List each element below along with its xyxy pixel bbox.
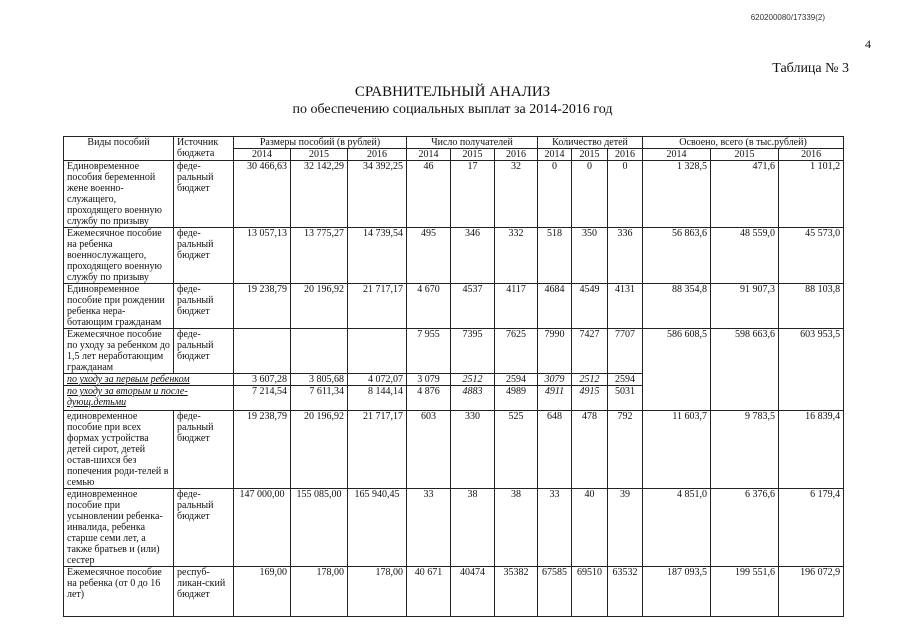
budget-source: феде-ральный бюджет [174, 284, 234, 329]
children-count: 4911 [538, 386, 572, 411]
recipients-count: 4117 [495, 284, 538, 329]
benefit-size: 7 214,54 [234, 386, 291, 411]
recipients-count: 32 [495, 161, 538, 228]
children-count: 2512 [572, 374, 608, 386]
spent-amount: 471,6 [711, 161, 779, 228]
spent-amount: 16 839,4 [779, 411, 844, 489]
table-row [64, 411, 844, 489]
table-row [64, 161, 844, 228]
recipients-count: 4 670 [407, 284, 451, 329]
benefit-size: 7 611,34 [291, 386, 348, 411]
year-header: 2014 [234, 149, 291, 161]
children-count: 3079 [538, 374, 572, 386]
children-count: 67585 [538, 567, 572, 617]
document-code: 620200080/17339(2) [750, 13, 825, 22]
children-count: 478 [572, 411, 608, 489]
children-count: 4549 [572, 284, 608, 329]
year-header: 2015 [291, 149, 348, 161]
year-header: 2016 [779, 149, 844, 161]
recipients-count: 17 [451, 161, 495, 228]
spent-amount: 586 608,5 [643, 329, 711, 411]
year-header: 2014 [407, 149, 451, 161]
children-count: 40 [572, 489, 608, 567]
benefit-size [291, 329, 348, 374]
children-count: 4684 [538, 284, 572, 329]
recipients-count: 4883 [451, 386, 495, 411]
benefit-size: 147 000,00 [234, 489, 291, 567]
benefit-size: 19 238,79 [234, 284, 291, 329]
header-kind: Виды пособий [64, 137, 174, 161]
page-number: 4 [865, 37, 871, 51]
recipients-count: 7 955 [407, 329, 451, 374]
children-count: 7427 [572, 329, 608, 374]
benefit-name: Единовременное пособие при рождении ребенка нера-ботающим гражданам [64, 284, 174, 329]
children-count: 0 [608, 161, 643, 228]
year-header: 2016 [348, 149, 407, 161]
header-spent: Освоено, всего (в тыс.рублей) [643, 137, 844, 149]
year-header: 2014 [643, 149, 711, 161]
table-row [64, 228, 844, 284]
benefit-size: 34 392,25 [348, 161, 407, 228]
table-row [64, 489, 844, 567]
benefit-size: 8 144,14 [348, 386, 407, 411]
recipients-count: 2512 [451, 374, 495, 386]
spent-amount: 1 328,5 [643, 161, 711, 228]
recipients-count: 346 [451, 228, 495, 284]
subrow-name: по уходу за первым ребенком [64, 374, 234, 386]
spent-amount: 48 559,0 [711, 228, 779, 284]
page-subtitle: по обеспечению социальных выплат за 2014-2016 год [292, 102, 613, 117]
benefit-name: Ежемесячное пособие на ребенка военнослужащего, проходящего военную службу по призыву [64, 228, 174, 284]
spent-amount: 4 851,0 [643, 489, 711, 567]
budget-source: респуб-ликан-ский бюджет [174, 567, 234, 617]
spent-amount: 6 376,6 [711, 489, 779, 567]
benefit-size: 30 466,63 [234, 161, 291, 228]
children-count: 39 [608, 489, 643, 567]
children-count: 4131 [608, 284, 643, 329]
header-recipients: Число получателей [407, 137, 538, 149]
table-label: Таблица № 3 [772, 61, 849, 76]
benefit-size: 178,00 [291, 567, 348, 617]
benefit-name: единовременное пособие при усыновлении ребенка-инвалида, ребенка старше семи лет, а также братьев и (или) сестер [64, 489, 174, 567]
year-header: 2015 [572, 149, 608, 161]
table-row [64, 329, 844, 374]
spent-amount: 91 907,3 [711, 284, 779, 329]
benefit-name: единовременное пособие при всех формах устройства детей сирот, детей остав-шихся без попечения роди-телей в семью [64, 411, 174, 489]
recipients-count: 4537 [451, 284, 495, 329]
spent-amount: 603 953,5 [779, 329, 844, 411]
recipients-count: 7395 [451, 329, 495, 374]
children-count: 350 [572, 228, 608, 284]
recipients-count: 7625 [495, 329, 538, 374]
recipients-count: 3 079 [407, 374, 451, 386]
budget-source: феде-ральный бюджет [174, 411, 234, 489]
benefit-size: 14 739,54 [348, 228, 407, 284]
budget-source: феде-ральный бюджет [174, 329, 234, 374]
spent-amount: 6 179,4 [779, 489, 844, 567]
recipients-count: 332 [495, 228, 538, 284]
recipients-count: 525 [495, 411, 538, 489]
benefit-size: 20 196,92 [291, 284, 348, 329]
children-count: 648 [538, 411, 572, 489]
recipients-count: 40474 [451, 567, 495, 617]
budget-source: феде-ральный бюджет [174, 161, 234, 228]
benefit-size: 32 142,29 [291, 161, 348, 228]
benefit-size: 178,00 [348, 567, 407, 617]
benefit-size: 21 717,17 [348, 284, 407, 329]
children-count: 7990 [538, 329, 572, 374]
spent-amount: 598 663,6 [711, 329, 779, 411]
benefit-size: 19 238,79 [234, 411, 291, 489]
page-title: СРАВНИТЕЛЬНЫЙ АНАЛИЗ [354, 84, 551, 100]
header-children: Количество детей [538, 137, 643, 149]
recipients-count: 495 [407, 228, 451, 284]
benefit-size [348, 329, 407, 374]
recipients-count: 46 [407, 161, 451, 228]
spent-amount: 56 863,6 [643, 228, 711, 284]
children-count: 4915 [572, 386, 608, 411]
subrow-name: по уходу за вторым и после-дующ.детьми [64, 386, 234, 411]
spent-amount: 45 573,0 [779, 228, 844, 284]
year-header: 2014 [538, 149, 572, 161]
recipients-count: 2594 [495, 374, 538, 386]
header-source: Источник бюджета [174, 137, 234, 161]
spent-amount: 11 603,7 [643, 411, 711, 489]
recipients-count: 38 [451, 489, 495, 567]
children-count: 336 [608, 228, 643, 284]
benefit-size: 155 085,00 [291, 489, 348, 567]
spent-amount: 88 103,8 [779, 284, 844, 329]
recipients-count: 4 876 [407, 386, 451, 411]
recipients-count: 35382 [495, 567, 538, 617]
children-count: 33 [538, 489, 572, 567]
benefit-size: 165 940,45 [348, 489, 407, 567]
spent-amount: 88 354,8 [643, 284, 711, 329]
benefits-table [63, 136, 844, 617]
budget-source: феде-ральный бюджет [174, 489, 234, 567]
spent-amount: 196 072,9 [779, 567, 844, 617]
benefit-size [234, 329, 291, 374]
benefit-size: 3 805,68 [291, 374, 348, 386]
header-sizes: Размеры пособий (в рублей) [234, 137, 407, 149]
recipients-count: 4989 [495, 386, 538, 411]
children-count: 7707 [608, 329, 643, 374]
children-count: 0 [538, 161, 572, 228]
children-count: 0 [572, 161, 608, 228]
children-count: 2594 [608, 374, 643, 386]
benefit-size: 13 775,27 [291, 228, 348, 284]
spent-amount: 9 783,5 [711, 411, 779, 489]
children-count: 69510 [572, 567, 608, 617]
table-row [64, 284, 844, 329]
benefit-name: Ежемесячное пособие по уходу за ребенком до 1,5 лет неработающим гражданам [64, 329, 174, 374]
recipients-count: 38 [495, 489, 538, 567]
benefit-size: 21 717,17 [348, 411, 407, 489]
children-count: 5031 [608, 386, 643, 411]
benefit-size: 3 607,28 [234, 374, 291, 386]
recipients-count: 33 [407, 489, 451, 567]
benefit-name: Единовременное пособия беременной жене военно-служащего, проходящего военную службу по призыву [64, 161, 174, 228]
year-header: 2015 [711, 149, 779, 161]
year-header: 2016 [608, 149, 643, 161]
recipients-count: 603 [407, 411, 451, 489]
spent-amount: 187 093,5 [643, 567, 711, 617]
benefit-size: 169,00 [234, 567, 291, 617]
benefit-size: 20 196,92 [291, 411, 348, 489]
recipients-count: 40 671 [407, 567, 451, 617]
children-count: 518 [538, 228, 572, 284]
year-header: 2016 [495, 149, 538, 161]
children-count: 792 [608, 411, 643, 489]
year-header: 2015 [451, 149, 495, 161]
children-count: 63532 [608, 567, 643, 617]
recipients-count: 330 [451, 411, 495, 489]
benefit-size: 4 072,07 [348, 374, 407, 386]
benefit-size: 13 057,13 [234, 228, 291, 284]
table-row [64, 567, 844, 617]
spent-amount: 199 551,6 [711, 567, 779, 617]
benefit-name: Ежемесячное пособие на ребенка (от 0 до 16 лет) [64, 567, 174, 617]
spent-amount: 1 101,2 [779, 161, 844, 228]
budget-source: феде-ральный бюджет [174, 228, 234, 284]
